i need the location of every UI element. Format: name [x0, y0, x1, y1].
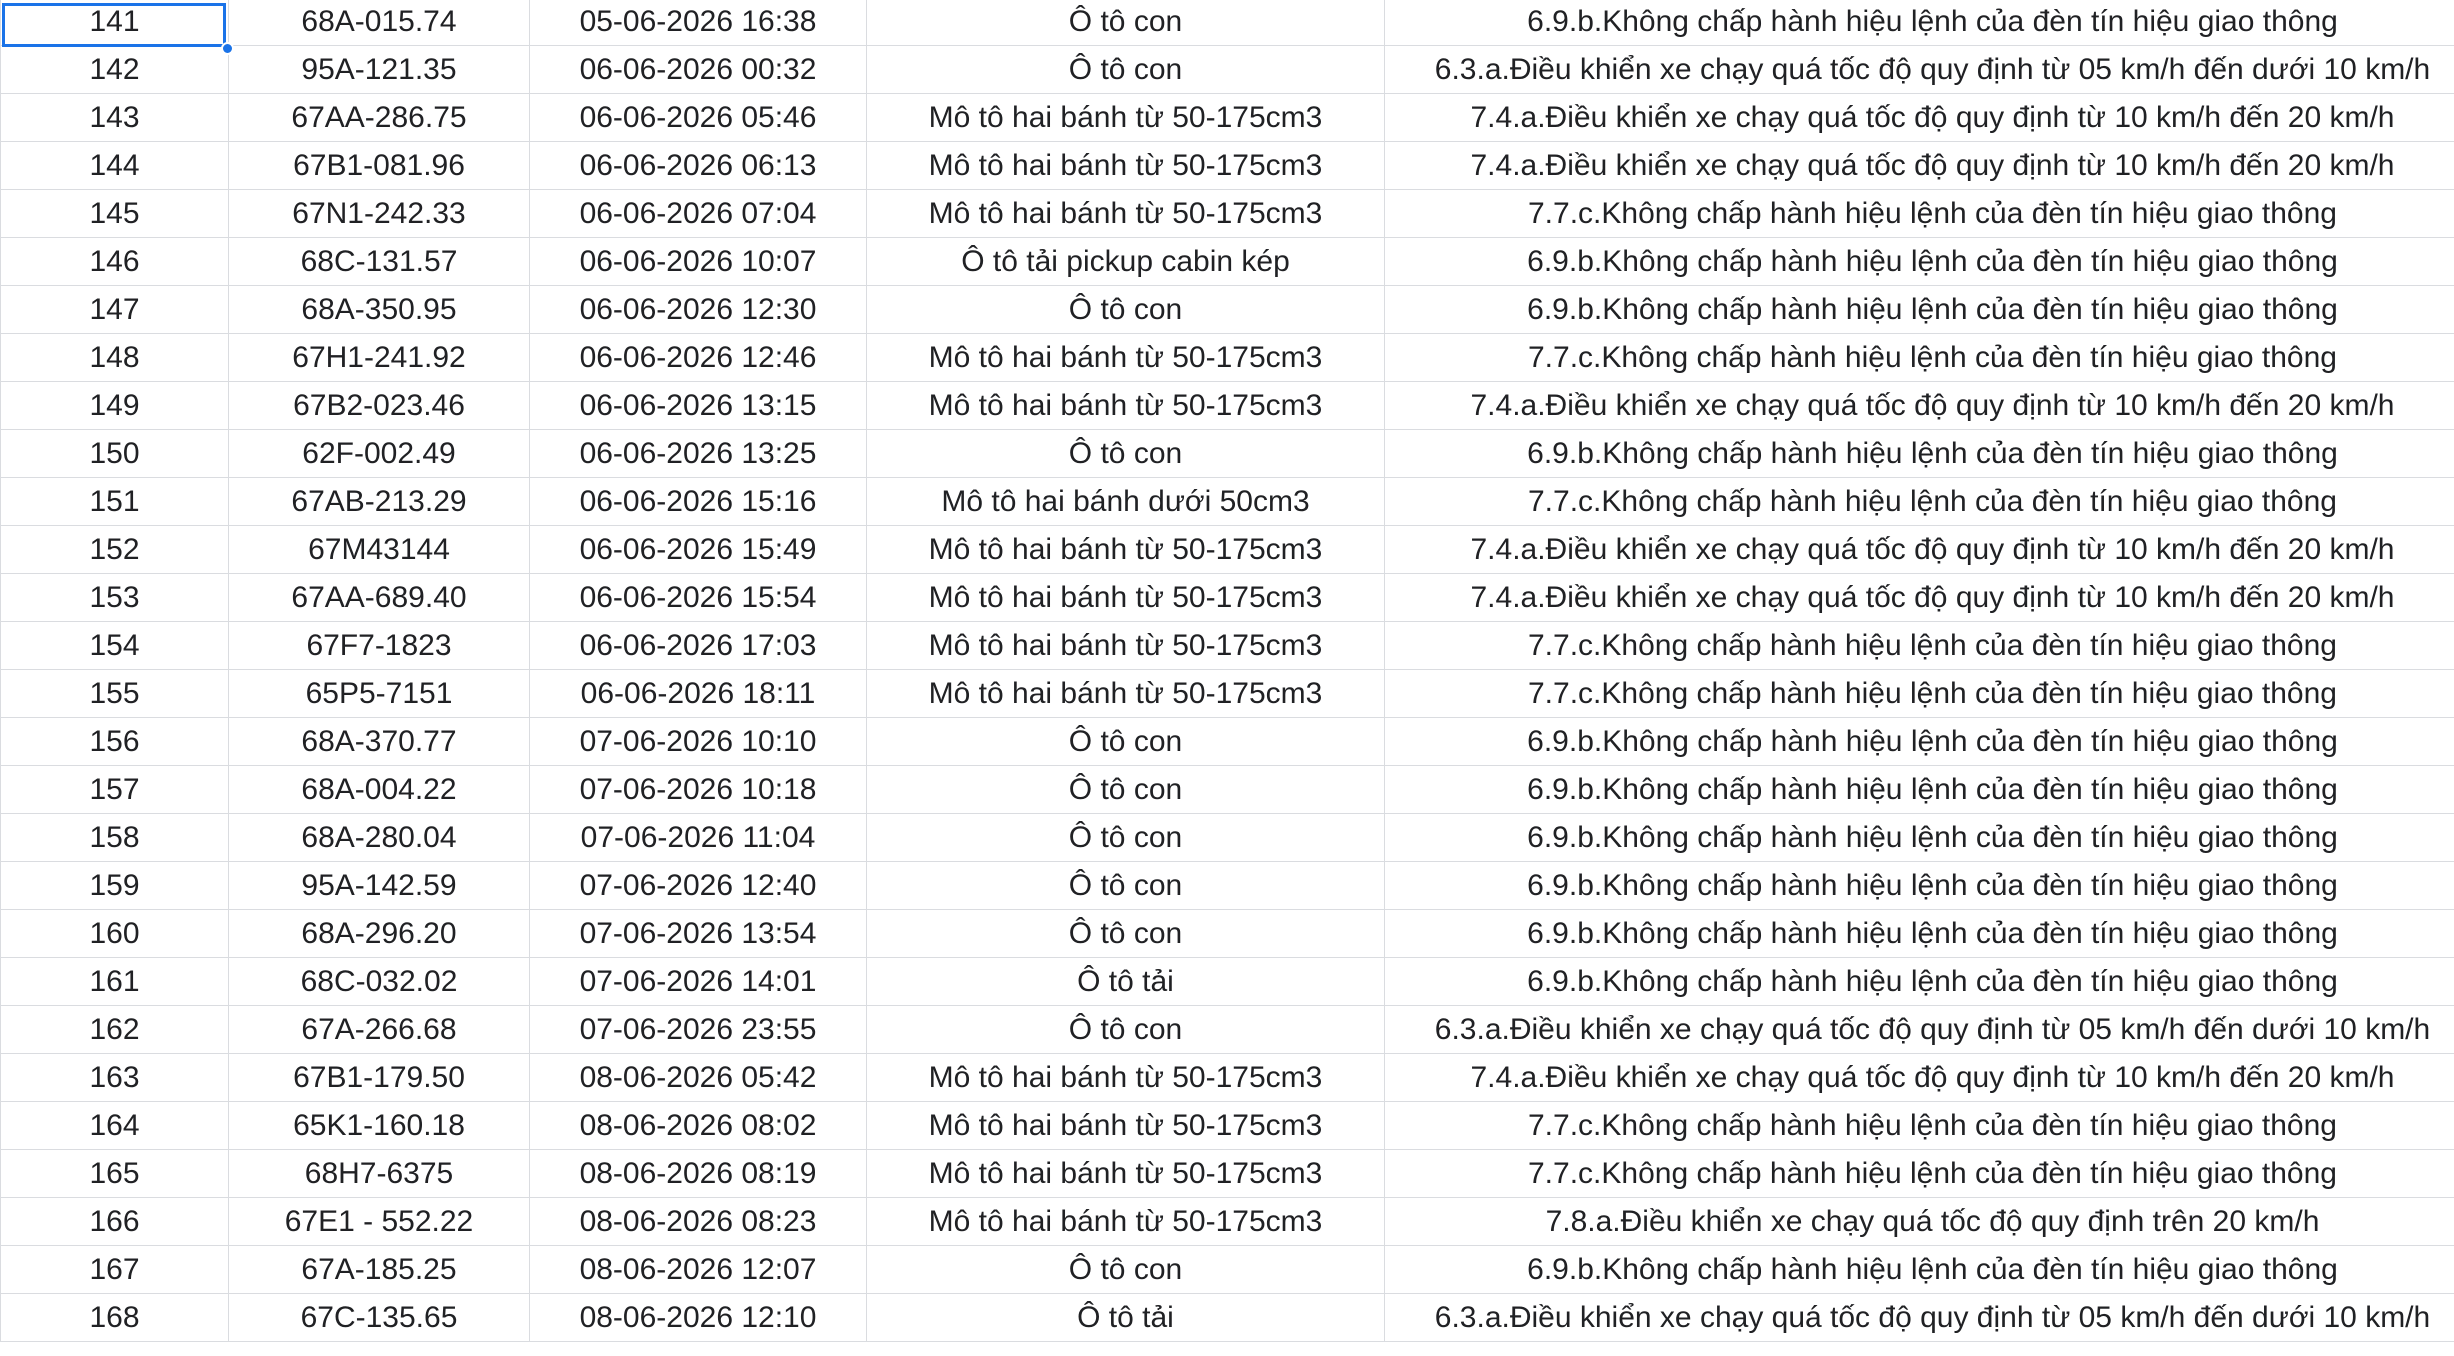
- table-row: [1, 1246, 2454, 1294]
- cell-plate[interactable]: 95A-121.35: [229, 46, 530, 94]
- cell-stt[interactable]: 161: [1, 958, 229, 1006]
- cell-vehicle-type[interactable]: Ô tô con: [867, 910, 1385, 958]
- cell-stt[interactable]: 149: [1, 382, 229, 430]
- table-row: [1, 958, 2454, 1006]
- cell-time[interactable]: 07-06-2026 11:04: [530, 814, 867, 862]
- cell-stt[interactable]: 156: [1, 718, 229, 766]
- cell-vehicle-type[interactable]: Mô tô hai bánh từ 50-175cm3: [867, 1198, 1385, 1246]
- cell-stt[interactable]: 145: [1, 190, 229, 238]
- cell-vehicle-type[interactable]: Ô tô tải: [867, 958, 1385, 1006]
- cell-vehicle-type[interactable]: Mô tô hai bánh từ 50-175cm3: [867, 94, 1385, 142]
- cell-vehicle-type[interactable]: Mô tô hai bánh từ 50-175cm3: [867, 334, 1385, 382]
- table-row: [1, 1006, 2454, 1054]
- table-row: [1, 1294, 2454, 1342]
- cell-vehicle-type[interactable]: Mô tô hai bánh từ 50-175cm3: [867, 1102, 1385, 1150]
- table-row: [1, 1150, 2454, 1198]
- cell-stt[interactable]: 159: [1, 862, 229, 910]
- cell-violation[interactable]: 6.9.b.Không chấp hành hiệu lệnh của đèn tín hiệu giao thông: [1385, 1246, 2454, 1294]
- cell-vehicle-type[interactable]: Mô tô hai bánh từ 50-175cm3: [867, 574, 1385, 622]
- table-row: [1, 670, 2454, 718]
- cell-time[interactable]: 06-06-2026 15:49: [530, 526, 867, 574]
- cell-time[interactable]: 05-06-2026 16:38: [530, 0, 867, 46]
- cell-stt[interactable]: 160: [1, 910, 229, 958]
- cell-time[interactable]: 06-06-2026 12:30: [530, 286, 867, 334]
- cell-time[interactable]: 07-06-2026 23:55: [530, 1006, 867, 1054]
- table-row: [1, 430, 2454, 478]
- cell-time[interactable]: 06-06-2026 00:32: [530, 46, 867, 94]
- cell-vehicle-type[interactable]: Ô tô tải pickup cabin kép: [867, 238, 1385, 286]
- cell-vehicle-type[interactable]: Mô tô hai bánh từ 50-175cm3: [867, 670, 1385, 718]
- cell-violation[interactable]: 7.4.a.Điều khiển xe chạy quá tốc độ quy định từ 10 km/h đến 20 km/h: [1385, 526, 2454, 574]
- cell-plate[interactable]: 67F7-1823: [229, 622, 530, 670]
- cell-time[interactable]: 07-06-2026 13:54: [530, 910, 867, 958]
- table-row: [1, 1198, 2454, 1246]
- cell-stt[interactable]: 151: [1, 478, 229, 526]
- cell-vehicle-type[interactable]: Mô tô hai bánh từ 50-175cm3: [867, 1054, 1385, 1102]
- cell-stt[interactable]: 166: [1, 1198, 229, 1246]
- table-row: [1, 766, 2454, 814]
- cell-violation[interactable]: 6.9.b.Không chấp hành hiệu lệnh của đèn tín hiệu giao thông: [1385, 238, 2454, 286]
- cell-plate[interactable]: 68C-032.02: [229, 958, 530, 1006]
- cell-stt[interactable]: 144: [1, 142, 229, 190]
- cell-violation[interactable]: 6.9.b.Không chấp hành hiệu lệnh của đèn tín hiệu giao thông: [1385, 0, 2454, 46]
- cell-violation[interactable]: 7.4.a.Điều khiển xe chạy quá tốc độ quy định từ 10 km/h đến 20 km/h: [1385, 574, 2454, 622]
- cell-time[interactable]: 06-06-2026 10:07: [530, 238, 867, 286]
- cell-time[interactable]: 07-06-2026 12:40: [530, 862, 867, 910]
- cell-time[interactable]: 06-06-2026 07:04: [530, 190, 867, 238]
- cell-vehicle-type[interactable]: Ô tô con: [867, 286, 1385, 334]
- cell-vehicle-type[interactable]: Ô tô con: [867, 1006, 1385, 1054]
- cell-plate[interactable]: 67B1-081.96: [229, 142, 530, 190]
- cell-stt[interactable]: 157: [1, 766, 229, 814]
- cell-violation[interactable]: 6.9.b.Không chấp hành hiệu lệnh của đèn tín hiệu giao thông: [1385, 286, 2454, 334]
- cell-stt[interactable]: 154: [1, 622, 229, 670]
- cell-stt[interactable]: 162: [1, 1006, 229, 1054]
- cell-vehicle-type[interactable]: Ô tô con: [867, 0, 1385, 46]
- cell-violation[interactable]: 6.3.a.Điều khiển xe chạy quá tốc độ quy định từ 05 km/h đến dưới 10 km/h: [1385, 46, 2454, 94]
- table-row: [1, 142, 2454, 190]
- cell-plate[interactable]: 67B1-179.50: [229, 1054, 530, 1102]
- cell-plate[interactable]: 68A-015.74: [229, 0, 530, 46]
- cell-vehicle-type[interactable]: Mô tô hai bánh từ 50-175cm3: [867, 622, 1385, 670]
- table-row: [1, 0, 2454, 46]
- cell-violation[interactable]: 7.7.c.Không chấp hành hiệu lệnh của đèn tín hiệu giao thông: [1385, 622, 2454, 670]
- cell-plate[interactable]: 68A-004.22: [229, 766, 530, 814]
- table-row: [1, 382, 2454, 430]
- cell-stt[interactable]: 147: [1, 286, 229, 334]
- cell-plate[interactable]: 67AB-213.29: [229, 478, 530, 526]
- cell-plate[interactable]: 68A-280.04: [229, 814, 530, 862]
- cell-time[interactable]: 06-06-2026 17:03: [530, 622, 867, 670]
- cell-time[interactable]: 08-06-2026 05:42: [530, 1054, 867, 1102]
- cell-violation[interactable]: 7.7.c.Không chấp hành hiệu lệnh của đèn tín hiệu giao thông: [1385, 478, 2454, 526]
- cell-violation[interactable]: 6.9.b.Không chấp hành hiệu lệnh của đèn tín hiệu giao thông: [1385, 718, 2454, 766]
- cell-plate[interactable]: 67N1-242.33: [229, 190, 530, 238]
- cell-vehicle-type[interactable]: Ô tô tải: [867, 1294, 1385, 1342]
- cell-violation[interactable]: 6.3.a.Điều khiển xe chạy quá tốc độ quy định từ 05 km/h đến dưới 10 km/h: [1385, 1294, 2454, 1342]
- cell-plate[interactable]: 67AA-286.75: [229, 94, 530, 142]
- cell-plate[interactable]: 65K1-160.18: [229, 1102, 530, 1150]
- table-body: [1, 0, 2454, 1342]
- cell-violation[interactable]: 7.8.a.Điều khiển xe chạy quá tốc độ quy định trên 20 km/h: [1385, 1198, 2454, 1246]
- cell-stt[interactable]: 150: [1, 430, 229, 478]
- cell-plate[interactable]: 67AA-689.40: [229, 574, 530, 622]
- cell-violation[interactable]: 7.4.a.Điều khiển xe chạy quá tốc độ quy định từ 10 km/h đến 20 km/h: [1385, 94, 2454, 142]
- cell-plate[interactable]: 95A-142.59: [229, 862, 530, 910]
- cell-vehicle-type[interactable]: Mô tô hai bánh từ 50-175cm3: [867, 1150, 1385, 1198]
- table-row: [1, 238, 2454, 286]
- cell-time[interactable]: 08-06-2026 12:10: [530, 1294, 867, 1342]
- cell-stt[interactable]: 163: [1, 1054, 229, 1102]
- cell-time[interactable]: 06-06-2026 06:13: [530, 142, 867, 190]
- table-row: [1, 334, 2454, 382]
- table-row: [1, 814, 2454, 862]
- cell-vehicle-type[interactable]: Ô tô con: [867, 46, 1385, 94]
- cell-time[interactable]: 08-06-2026 08:02: [530, 1102, 867, 1150]
- cell-vehicle-type[interactable]: Mô tô hai bánh từ 50-175cm3: [867, 382, 1385, 430]
- cell-plate[interactable]: 67E1 - 552.22: [229, 1198, 530, 1246]
- cell-vehicle-type[interactable]: Ô tô con: [867, 814, 1385, 862]
- cell-vehicle-type[interactable]: Ô tô con: [867, 430, 1385, 478]
- cell-time[interactable]: 06-06-2026 13:25: [530, 430, 867, 478]
- cell-violation[interactable]: 6.9.b.Không chấp hành hiệu lệnh của đèn tín hiệu giao thông: [1385, 814, 2454, 862]
- table-row: [1, 862, 2454, 910]
- cell-vehicle-type[interactable]: Mô tô hai bánh dưới 50cm3: [867, 478, 1385, 526]
- table-row: [1, 94, 2454, 142]
- table-row: [1, 574, 2454, 622]
- cell-plate[interactable]: 67C-135.65: [229, 1294, 530, 1342]
- cell-time[interactable]: 07-06-2026 10:18: [530, 766, 867, 814]
- cell-violation[interactable]: 7.4.a.Điều khiển xe chạy quá tốc độ quy định từ 10 km/h đến 20 km/h: [1385, 1054, 2454, 1102]
- cell-stt[interactable]: 142: [1, 46, 229, 94]
- cell-violation[interactable]: 6.9.b.Không chấp hành hiệu lệnh của đèn tín hiệu giao thông: [1385, 430, 2454, 478]
- cell-time[interactable]: 07-06-2026 14:01: [530, 958, 867, 1006]
- cell-violation[interactable]: 7.4.a.Điều khiển xe chạy quá tốc độ quy định từ 10 km/h đến 20 km/h: [1385, 142, 2454, 190]
- cell-vehicle-type[interactable]: Ô tô con: [867, 718, 1385, 766]
- table-row: [1, 286, 2454, 334]
- table-row: [1, 910, 2454, 958]
- table-row: [1, 190, 2454, 238]
- cell-time[interactable]: 06-06-2026 15:54: [530, 574, 867, 622]
- cell-violation[interactable]: 6.9.b.Không chấp hành hiệu lệnh của đèn tín hiệu giao thông: [1385, 862, 2454, 910]
- cell-stt[interactable]: 164: [1, 1102, 229, 1150]
- cell-stt[interactable]: 153: [1, 574, 229, 622]
- cell-stt[interactable]: 155: [1, 670, 229, 718]
- table-row: [1, 1054, 2454, 1102]
- cell-plate[interactable]: 68C-131.57: [229, 238, 530, 286]
- cell-plate[interactable]: 68H7-6375: [229, 1150, 530, 1198]
- cell-stt[interactable]: 148: [1, 334, 229, 382]
- cell-stt[interactable]: 143: [1, 94, 229, 142]
- cell-time[interactable]: 06-06-2026 05:46: [530, 94, 867, 142]
- cell-plate[interactable]: 65P5-7151: [229, 670, 530, 718]
- cell-violation[interactable]: 7.7.c.Không chấp hành hiệu lệnh của đèn tín hiệu giao thông: [1385, 334, 2454, 382]
- cell-plate[interactable]: 67B2-023.46: [229, 382, 530, 430]
- cell-stt[interactable]: 146: [1, 238, 229, 286]
- cell-stt[interactable]: 152: [1, 526, 229, 574]
- cell-plate[interactable]: 68A-370.77: [229, 718, 530, 766]
- table-row: [1, 718, 2454, 766]
- cell-stt[interactable]: 141: [1, 0, 229, 46]
- cell-plate[interactable]: 68A-350.95: [229, 286, 530, 334]
- cell-violation[interactable]: 7.4.a.Điều khiển xe chạy quá tốc độ quy định từ 10 km/h đến 20 km/h: [1385, 382, 2454, 430]
- cell-plate[interactable]: 67H1-241.92: [229, 334, 530, 382]
- cell-violation[interactable]: 6.9.b.Không chấp hành hiệu lệnh của đèn tín hiệu giao thông: [1385, 958, 2454, 1006]
- cell-time[interactable]: 06-06-2026 15:16: [530, 478, 867, 526]
- cell-violation[interactable]: 6.9.b.Không chấp hành hiệu lệnh của đèn tín hiệu giao thông: [1385, 766, 2454, 814]
- cell-plate[interactable]: 67A-185.25: [229, 1246, 530, 1294]
- table-row: [1, 46, 2454, 94]
- cell-time[interactable]: 08-06-2026 12:07: [530, 1246, 867, 1294]
- cell-time[interactable]: 06-06-2026 18:11: [530, 670, 867, 718]
- cell-time[interactable]: 07-06-2026 10:10: [530, 718, 867, 766]
- cell-vehicle-type[interactable]: Ô tô con: [867, 1246, 1385, 1294]
- table-row: [1, 478, 2454, 526]
- cell-violation[interactable]: 7.7.c.Không chấp hành hiệu lệnh của đèn tín hiệu giao thông: [1385, 670, 2454, 718]
- cell-violation[interactable]: 7.7.c.Không chấp hành hiệu lệnh của đèn tín hiệu giao thông: [1385, 1102, 2454, 1150]
- cell-vehicle-type[interactable]: Mô tô hai bánh từ 50-175cm3: [867, 142, 1385, 190]
- table-row: [1, 1102, 2454, 1150]
- cell-vehicle-type[interactable]: Ô tô con: [867, 766, 1385, 814]
- fill-handle[interactable]: [221, 42, 234, 55]
- cell-plate[interactable]: 67M43144: [229, 526, 530, 574]
- cell-violation[interactable]: 7.7.c.Không chấp hành hiệu lệnh của đèn tín hiệu giao thông: [1385, 190, 2454, 238]
- cell-time[interactable]: 06-06-2026 13:15: [530, 382, 867, 430]
- cell-stt[interactable]: 158: [1, 814, 229, 862]
- table-row: [1, 526, 2454, 574]
- cell-vehicle-type[interactable]: Mô tô hai bánh từ 50-175cm3: [867, 526, 1385, 574]
- cell-time[interactable]: 08-06-2026 08:23: [530, 1198, 867, 1246]
- cell-violation[interactable]: 6.3.a.Điều khiển xe chạy quá tốc độ quy định từ 05 km/h đến dưới 10 km/h: [1385, 1006, 2454, 1054]
- cell-plate[interactable]: 68A-296.20: [229, 910, 530, 958]
- cell-vehicle-type[interactable]: Mô tô hai bánh từ 50-175cm3: [867, 190, 1385, 238]
- cell-violation[interactable]: 7.7.c.Không chấp hành hiệu lệnh của đèn tín hiệu giao thông: [1385, 1150, 2454, 1198]
- cell-vehicle-type[interactable]: Ô tô con: [867, 862, 1385, 910]
- cell-plate[interactable]: 67A-266.68: [229, 1006, 530, 1054]
- cell-stt[interactable]: 168: [1, 1294, 229, 1342]
- cell-time[interactable]: 08-06-2026 08:19: [530, 1150, 867, 1198]
- cell-stt[interactable]: 167: [1, 1246, 229, 1294]
- table-row: [1, 622, 2454, 670]
- cell-time[interactable]: 06-06-2026 12:46: [530, 334, 867, 382]
- cell-violation[interactable]: 6.9.b.Không chấp hành hiệu lệnh của đèn tín hiệu giao thông: [1385, 910, 2454, 958]
- cell-plate[interactable]: 62F-002.49: [229, 430, 530, 478]
- cell-stt[interactable]: 165: [1, 1150, 229, 1198]
